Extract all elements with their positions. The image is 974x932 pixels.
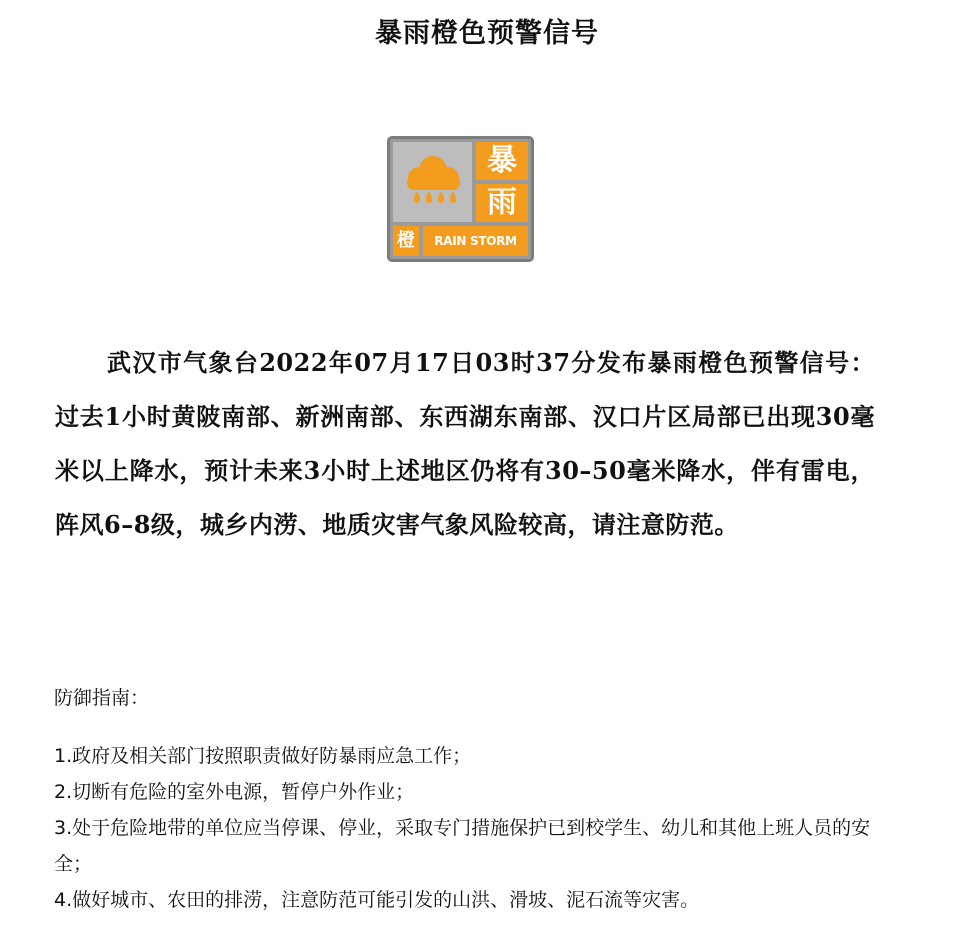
page-title: 暴雨橙色预警信号 [375, 18, 599, 49]
badge-level-orange: 橙 [393, 226, 419, 256]
rain-cloud-icon-graphic [393, 142, 472, 222]
guide-item: 4.做好城市、农田的排涝，注意防范可能引发的山洪、滑坡、泥石流等灾害。 [54, 889, 700, 911]
rainstorm-orange-warning-badge [387, 136, 534, 262]
warning-body-text: 武汉市气象台2022年07月17日03时37分发布暴雨橙色预警信号：过去1小时黄陂南部、新洲南部、东西湖东南部、汉口片区局部已出现30毫米以上降水，预计未来3小时上述地区仍将有30–50毫米降水，伴有雷电，阵风6–8级，城乡内涝、地质灾害气象风险较高，请注意防范。 [55, 348, 875, 539]
guide-item: 3.处于危险地带的单位应当停课、停业，采取专门措施保护已到校学生、幼儿和其他上班人员的安全； [54, 817, 871, 875]
rain-cloud-icon [393, 142, 472, 222]
badge-char-yu: 雨 [476, 184, 528, 222]
guide-item: 2.切断有危险的室外电源，暂停户外作业； [54, 781, 415, 803]
guide-title: 防御指南： [54, 687, 150, 709]
guide-list [54, 738, 894, 918]
badge-english-label: RAIN STORM [423, 226, 528, 256]
guide-item: 1.政府及相关部门按照职责做好防暴雨应急工作； [54, 745, 472, 767]
badge-char-bao: 暴 [476, 142, 528, 180]
